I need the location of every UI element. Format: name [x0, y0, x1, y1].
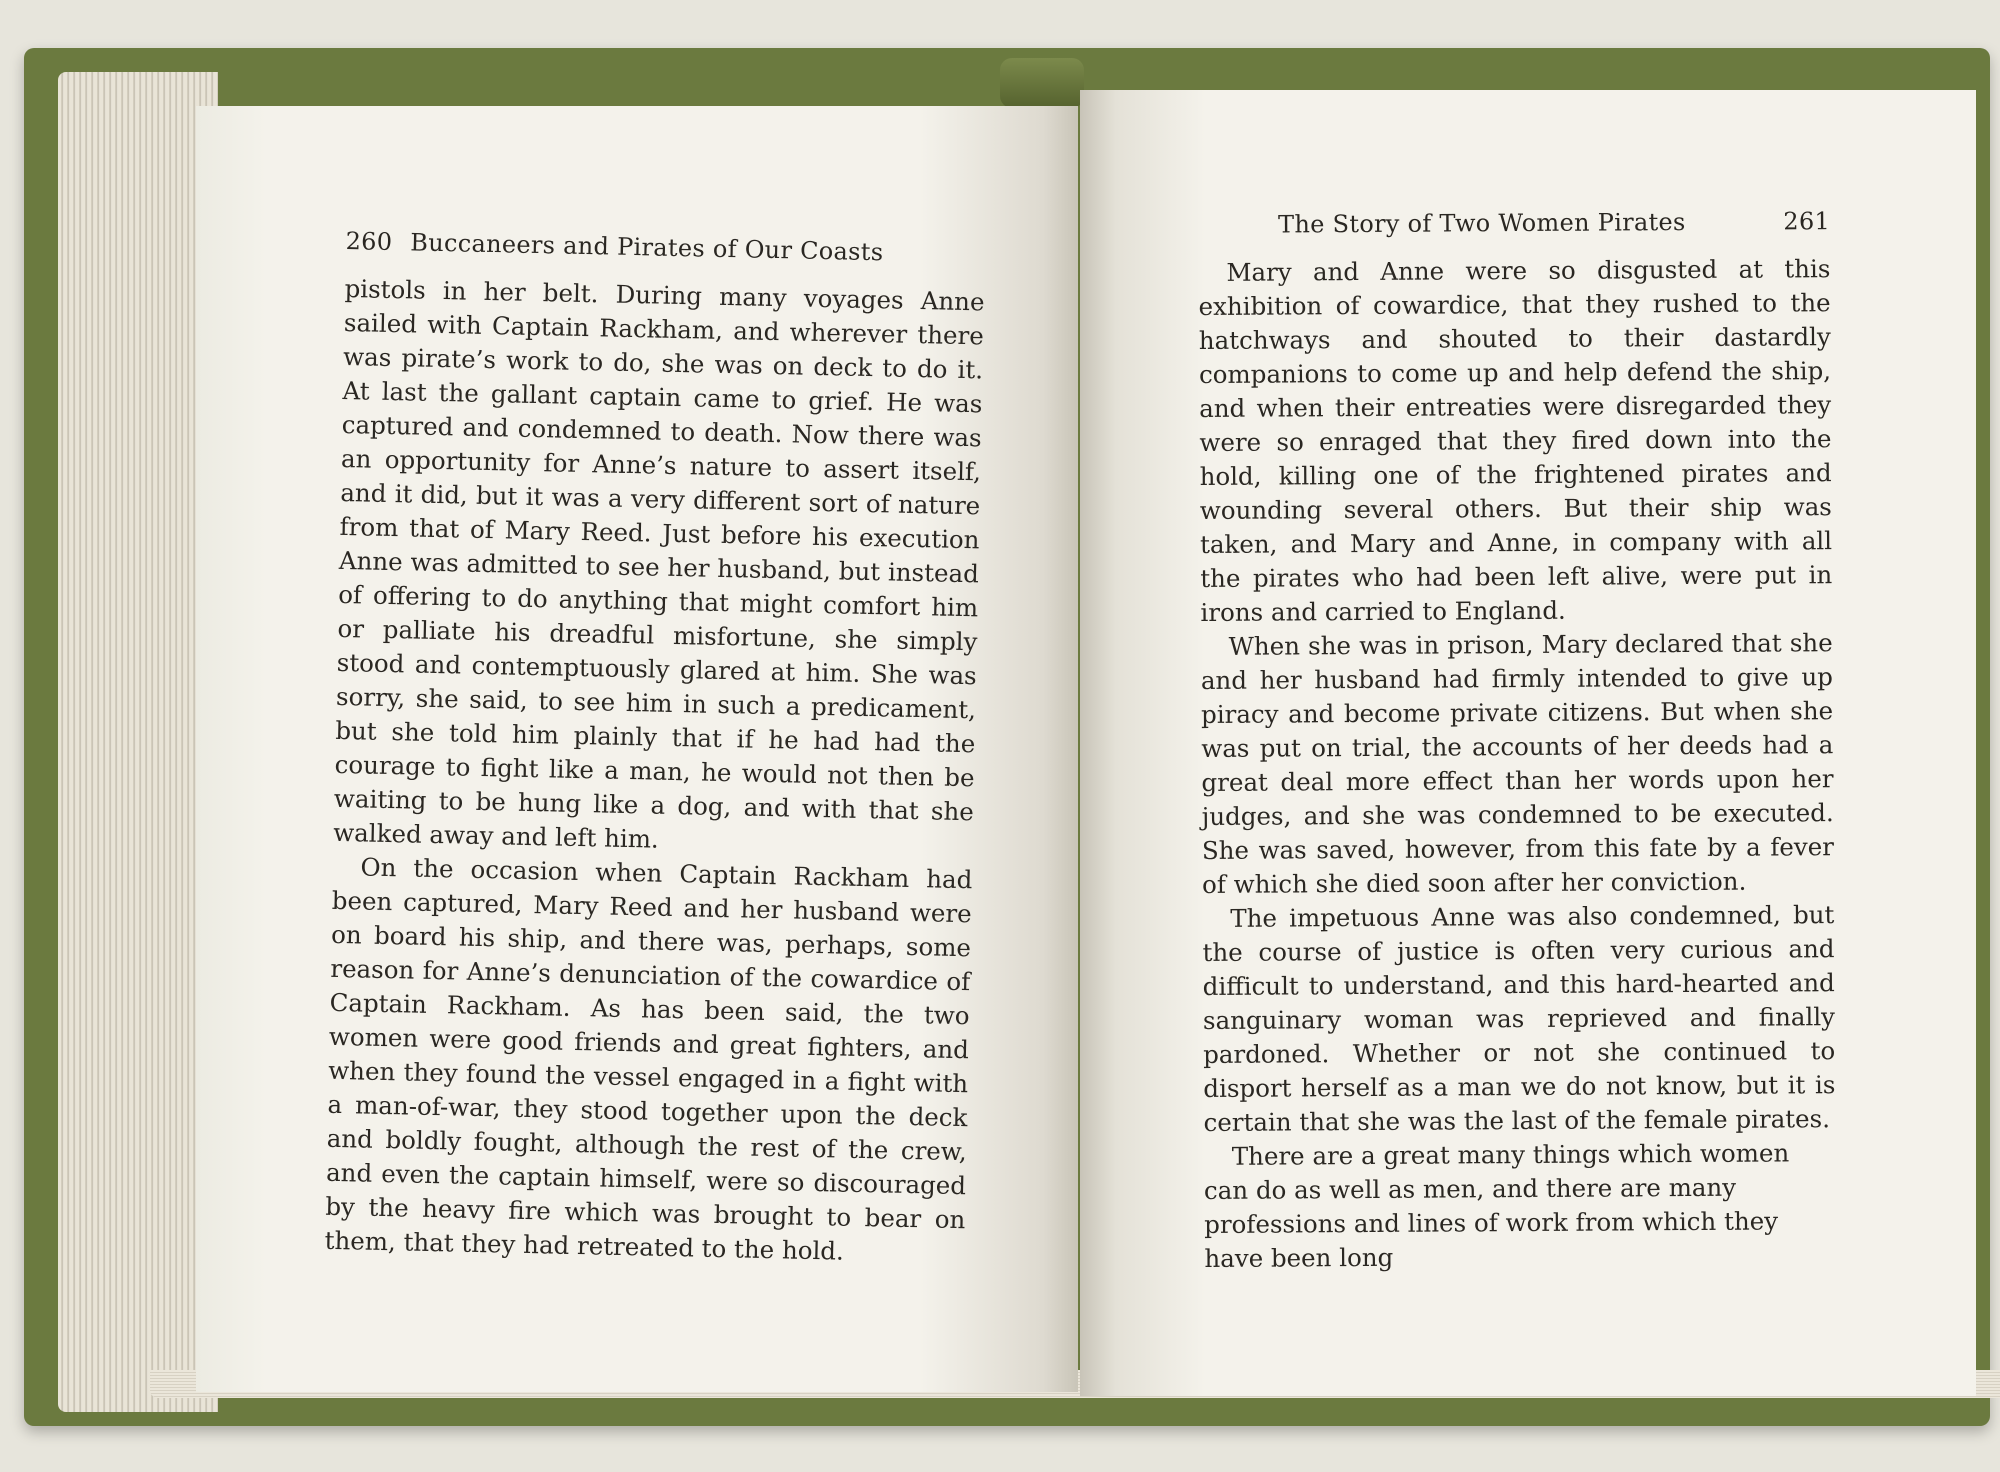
right-paragraph-2: When she was in prison, Mary declared that she and her husband had firmly intended to give up piracy and become private citizens. But when she was put on trial, the accounts of her deeds had a great deal more effect than her words upon her judges, and she was condemned to be executed. She was saved, however, from this fate by a fever of which she died soon after her conviction.	[1200, 628, 1835, 899]
left-paragraph-2: On the occasion when Captain Rackham had been captured, Mary Reed and her husband were on board his ship, and there was, perhaps, some reason for Anne’s denunciation of the cowardice of Captain Rackham. As has been said, the two women were good friends and great fighters, and when they found the vessel engaged in a fight with a man-of-war, they stood together upon the deck and boldly fought, although the rest of the crew, and even the captain himself, were so discouraged by the heavy fire which was brought to bear on them, that they had retreated to the hold.	[324, 852, 973, 1266]
left-page-number: 260	[345, 226, 393, 256]
left-running-head	[345, 224, 986, 271]
right-paragraph-3: The impetuous Anne was also condemned, but the course of justice is often very curious and difficult to understand, and this hard-hearted and sanguinary woman was reprieved and finally pardoned. Whether or not she continued to disport herself as a man we do not know, but it is certain that she was the last of the female pirates.	[1202, 900, 1836, 1137]
right-page-number: 261	[1783, 207, 1831, 236]
right-page	[1080, 90, 1976, 1396]
left-page-text	[324, 224, 986, 1271]
left-paragraph-1: pistols in her belt. During many voyages Anne sailed with Captain Rackham, and wherever there was pirate’s work to do, she was on deck to do it. At last the gallant captain came to grief. He was captured and condemned to death. Now there was an opportunity for Anne’s nature to assert itself, and it did, but it was a very different sort of nature from that of Mary Reed. Just before his execution Anne was admitted to see her husband, but instead of offering to do anything that might comfort him or palliate his dreadful misfortune, she simply stood and contemptuously glared at him. She was sorry, she said, to see him in such a predicament, but she told him plainly that if he had had the courage to fight like a man, he would not then be waiting to be hung like a dog, and with that she walked away and left him.	[332, 273, 985, 854]
right-paragraph-4: There are a great many things which women can do as well as men, and there are many professions and lines of work from which they have been long	[1203, 1138, 1790, 1273]
left-page	[196, 106, 1078, 1392]
page-block-edges	[58, 72, 218, 1412]
right-page-text	[1198, 204, 1837, 1276]
book-spine	[1000, 58, 1084, 108]
left-running-head-title: Buccaneers and Pirates of Our Coasts	[410, 228, 884, 267]
right-running-head	[1198, 204, 1830, 242]
right-running-head-title: The Story of Two Women Pirates	[1278, 208, 1686, 239]
right-paragraph-1: Mary and Anne were so disgusted at this exhibition of cowardice, that they rushed to the hatchways and shouted to their dastardly companions to come up and help defend the ship, and when their entreaties were disregarded they were so enraged that they fired down into the hold, killing one of the frightened pirates and wounding several others. But their ship was taken, and Mary and Anne, in company with all the pirates who had been left alive, were put in irons and carried to England.	[1198, 254, 1833, 627]
